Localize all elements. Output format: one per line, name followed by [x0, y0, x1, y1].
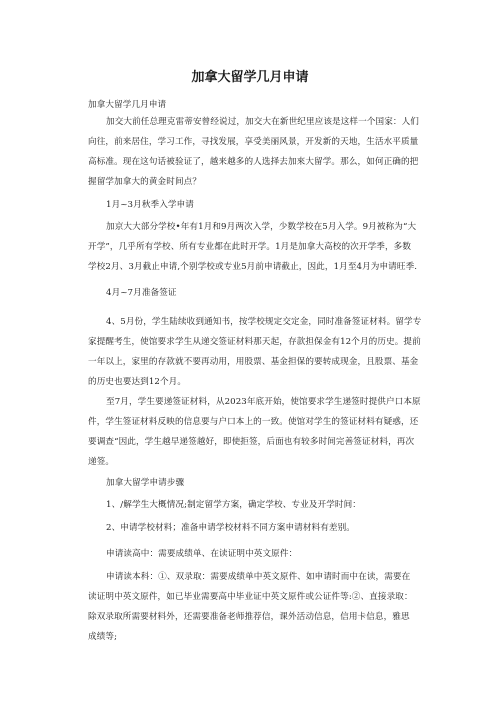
paragraph-line: 加京大大部分学校•年有1月和9月两次入学，少数学校在5月入学。9月被称为“大: [106, 222, 417, 232]
section-heading: 加拿大留学申请步骤: [106, 478, 185, 488]
paragraph-line: 递签。: [88, 457, 115, 467]
paragraph-line: 要调查“因此，学生越早递签越好，即使拒签，后面也有较多时间完善签证材料，再次: [88, 437, 415, 447]
paragraph-line: 家提醒考生，使馆要求学生从递交签证材料那天起，存款担保金有12个月的历史。提前: [88, 337, 421, 347]
document-title: 加拿大留学几月申请: [191, 70, 309, 85]
step-item: 1、/解学生大概情况;制定留学方案，确定学校、专业及开学时间：: [106, 500, 361, 510]
paragraph-line: 高标准。现在这句话被验证了，越来越多的人选择去加來大留学。那么，如何正确的把: [88, 157, 419, 167]
paragraph-line: 一年以上，家里的存款就不要再动用，用股票、基金担保的要转成现金，且股票、基金: [88, 357, 419, 367]
document-subtitle: 加拿大留学几月申请: [88, 100, 167, 110]
section-heading: 4月~7月准备签证: [106, 288, 177, 298]
paragraph-line: 4、5月份，学生陆续收到通知书，按学校规定交定金，同时准备签证材料。留学专: [106, 317, 422, 327]
paragraph-line: 学校2月、3月截止申请,个别学校或专业5月前申请截止，因此，1月至4月为申请旺季.: [88, 262, 418, 272]
paragraph-line: 加交大前任总理克雷蒂安曾经说过，加交大在新世纪里应该是这样一个国家：人们: [106, 117, 419, 127]
section-heading: 申请读高中：需要成绩单、在读证明中英文原件：: [106, 549, 298, 559]
paragraph-line: 申请读本科：①、双录取：需要成绩单中英文原件、如申请时而中在读，需要在: [106, 572, 411, 582]
paragraph-line: 至7月，学生要递签证材料，从2023年底开始，使馆要求学生递签时提供户口本原: [106, 397, 421, 407]
paragraph-line: 件，学生签证材料反映的信息要与户口本上的一致。使馆对学生的签证材料有疑惑，还: [88, 417, 419, 427]
paragraph-line: 握留学加拿大的黄金时间点？: [88, 177, 202, 187]
paragraph-line: 读证明中英文原件，如已毕业需要高中毕业证中英文原件或公证件等:②、直接录取：: [88, 592, 413, 602]
paragraph-line: 除双录取所需要材料外，还需要准备老师推荐信，课外活动信息，信用卡信息，雅思: [88, 612, 410, 622]
step-item: 2、申请学校材料；准备申请学校材料不同方案申请材料有差别。: [106, 523, 355, 533]
section-heading: 1月~3月秋季入学申请: [106, 200, 194, 210]
paragraph-line: 向往，前来居住，学习工作，寻找发展，享受美丽风景，开发新的天地，生活水平质量: [88, 137, 419, 147]
paragraph-line: 开学”，几乎所有学校、所有专业都在此时开学。1月是加拿大高校的次开学季，多数: [88, 242, 412, 252]
paragraph-line: 成绩等;: [88, 632, 118, 642]
paragraph-line: 的历史也要达到12个月。: [88, 377, 187, 387]
